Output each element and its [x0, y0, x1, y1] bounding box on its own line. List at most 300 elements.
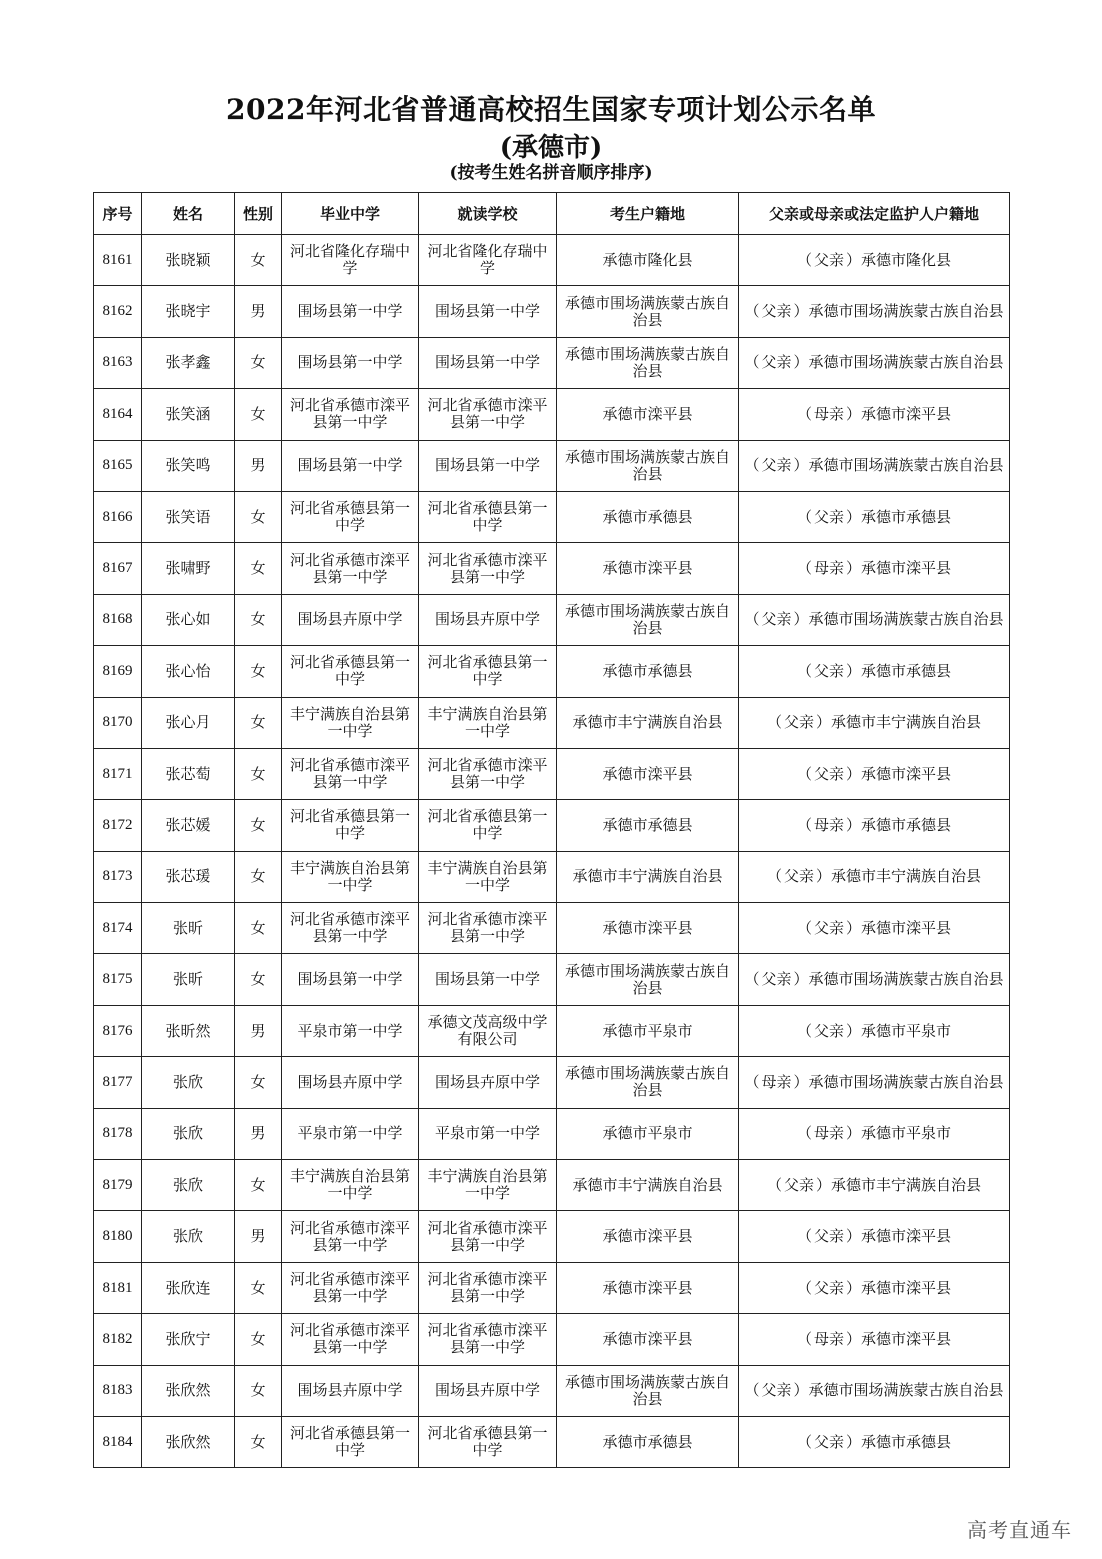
paren-close: ） — [846, 918, 862, 937]
cell-grad-school: 平泉市第一中学 — [282, 1108, 419, 1159]
cell-grad-school: 河北省隆化存瑞中学 — [282, 235, 419, 286]
cell-attend-school: 围场县卉原中学 — [419, 1057, 557, 1108]
cell-grad-school: 围场县第一中学 — [282, 337, 419, 388]
table-row — [94, 851, 1010, 902]
cell-no: 8184 — [94, 1416, 142, 1467]
cell-guardian — [739, 800, 1010, 851]
cell-gender: 女 — [235, 1365, 282, 1416]
cell-gender: 女 — [235, 235, 282, 286]
table-row — [94, 1005, 1010, 1056]
cell-gender: 女 — [235, 800, 282, 851]
guardian-relation: 母亲 — [813, 1124, 844, 1143]
paren-open: （ — [796, 250, 812, 269]
cell-guardian — [739, 1057, 1010, 1108]
cell-guardian — [739, 1365, 1010, 1416]
cell-name: 张欣宁 — [142, 1314, 235, 1365]
guardian-residence: 承德市围场满族蒙古族自治县 — [808, 1072, 1004, 1091]
cell-attend-school: 河北省承德市滦平县第一中学 — [419, 1262, 557, 1313]
cell-guardian — [739, 1108, 1010, 1159]
cell-no: 8166 — [94, 491, 142, 542]
guardian-residence: 承德市围场满族蒙古族自治县 — [808, 970, 1004, 989]
guardian-residence: 承德市丰宁满族自治县 — [831, 867, 982, 886]
cell-residence: 承德市滦平县 — [557, 543, 739, 594]
sort-note: (按考生姓名拼音顺序排序) — [449, 163, 653, 183]
cell-residence: 承德市围场满族蒙古族自治县 — [557, 1365, 739, 1416]
cell-grad-school: 河北省承德市滦平县第一中学 — [282, 389, 419, 440]
cell-no: 8165 — [94, 440, 142, 491]
cell-residence: 承德市围场满族蒙古族自治县 — [557, 594, 739, 645]
cell-grad-school: 围场县第一中学 — [282, 286, 419, 337]
guardian-residence: 承德市滦平县 — [861, 918, 952, 937]
cell-guardian — [739, 697, 1010, 748]
guardian-relation: 父亲 — [813, 1432, 844, 1451]
cell-attend-school: 丰宁满族自治县第一中学 — [419, 697, 557, 748]
header-name: 姓名 — [142, 193, 235, 235]
cell-residence: 承德市围场满族蒙古族自治县 — [557, 337, 739, 388]
cell-grad-school: 丰宁满族自治县第一中学 — [282, 851, 419, 902]
paren-close: ） — [846, 815, 862, 834]
table-row — [94, 697, 1010, 748]
table-row — [94, 903, 1010, 954]
cell-guardian — [739, 337, 1010, 388]
cell-name: 张欣然 — [142, 1416, 235, 1467]
cell-gender: 女 — [235, 1262, 282, 1313]
cell-attend-school: 河北省承德市滦平县第一中学 — [419, 1314, 557, 1365]
cell-gender: 女 — [235, 646, 282, 697]
paren-close: ） — [793, 610, 809, 629]
cell-name: 张晓宇 — [142, 286, 235, 337]
paren-close: ） — [846, 1278, 862, 1297]
paren-close: ） — [793, 1381, 809, 1400]
cell-name: 张芯瑗 — [142, 851, 235, 902]
guardian-relation: 父亲 — [761, 353, 792, 372]
roster-table — [93, 192, 1010, 1468]
cell-grad-school: 河北省承德县第一中学 — [282, 1416, 419, 1467]
paren-open: （ — [796, 918, 812, 937]
guardian-relation: 父亲 — [761, 302, 792, 321]
guardian-residence: 承德市滦平县 — [861, 1329, 952, 1348]
cell-guardian — [739, 1262, 1010, 1313]
cell-grad-school: 河北省承德市滦平县第一中学 — [282, 543, 419, 594]
cell-gender: 女 — [235, 1416, 282, 1467]
paren-close: ） — [846, 1227, 862, 1246]
cell-guardian — [739, 1005, 1010, 1056]
paren-open: （ — [796, 1124, 812, 1143]
table-body — [94, 235, 1010, 1468]
paren-open: （ — [796, 404, 812, 423]
cell-attend-school: 河北省承德市滦平县第一中学 — [419, 903, 557, 954]
guardian-relation: 父亲 — [813, 661, 844, 680]
paren-open: （ — [796, 1432, 812, 1451]
paren-close: ） — [816, 867, 832, 886]
table-row — [94, 748, 1010, 799]
cell-residence: 承德市承德县 — [557, 1416, 739, 1467]
cell-guardian — [739, 1160, 1010, 1211]
guardian-relation: 父亲 — [813, 250, 844, 269]
cell-guardian — [739, 646, 1010, 697]
cell-residence: 承德市围场满族蒙古族自治县 — [557, 954, 739, 1005]
header-row — [94, 193, 1010, 235]
guardian-relation: 母亲 — [813, 1329, 844, 1348]
guardian-relation: 父亲 — [761, 456, 792, 475]
cell-no: 8177 — [94, 1057, 142, 1108]
cell-grad-school: 平泉市第一中学 — [282, 1005, 419, 1056]
paren-close: ） — [846, 559, 862, 578]
table-row — [94, 389, 1010, 440]
table-row — [94, 440, 1010, 491]
cell-residence: 承德市围场满族蒙古族自治县 — [557, 286, 739, 337]
cell-grad-school: 河北省承德市滦平县第一中学 — [282, 1314, 419, 1365]
header-attend-school: 就读学校 — [419, 193, 557, 235]
guardian-residence: 承德市平泉市 — [861, 1124, 952, 1143]
guardian-residence: 承德市平泉市 — [861, 1021, 952, 1040]
guardian-residence: 承德市滦平县 — [861, 1227, 952, 1246]
cell-attend-school: 围场县卉原中学 — [419, 594, 557, 645]
guardian-residence: 承德市围场满族蒙古族自治县 — [808, 353, 1004, 372]
cell-gender: 女 — [235, 748, 282, 799]
cell-guardian — [739, 1211, 1010, 1262]
guardian-residence: 承德市围场满族蒙古族自治县 — [808, 610, 1004, 629]
cell-grad-school: 丰宁满族自治县第一中学 — [282, 1160, 419, 1211]
cell-guardian — [739, 491, 1010, 542]
cell-no: 8163 — [94, 337, 142, 388]
cell-no: 8179 — [94, 1160, 142, 1211]
guardian-relation: 父亲 — [783, 1175, 814, 1194]
cell-attend-school: 河北省承德县第一中学 — [419, 800, 557, 851]
cell-no: 8168 — [94, 594, 142, 645]
cell-gender: 女 — [235, 851, 282, 902]
cell-residence: 承德市丰宁满族自治县 — [557, 1160, 739, 1211]
paren-open: （ — [744, 302, 760, 321]
paren-close: ） — [846, 661, 862, 680]
guardian-relation: 父亲 — [783, 713, 814, 732]
cell-gender: 女 — [235, 389, 282, 440]
paren-open: （ — [766, 867, 782, 886]
cell-gender: 女 — [235, 1057, 282, 1108]
paren-open: （ — [744, 456, 760, 475]
cell-grad-school: 河北省承德市滦平县第一中学 — [282, 748, 419, 799]
paren-close: ） — [846, 1021, 862, 1040]
guardian-relation: 父亲 — [813, 507, 844, 526]
cell-name: 张笑涵 — [142, 389, 235, 440]
cell-gender: 男 — [235, 286, 282, 337]
cell-grad-school: 围场县第一中学 — [282, 440, 419, 491]
table-row — [94, 800, 1010, 851]
cell-residence: 承德市滦平县 — [557, 1211, 739, 1262]
paren-close: ） — [846, 1329, 862, 1348]
cell-grad-school: 围场县第一中学 — [282, 954, 419, 1005]
cell-attend-school: 围场县第一中学 — [419, 440, 557, 491]
cell-attend-school: 河北省承德县第一中学 — [419, 1416, 557, 1467]
paren-close: ） — [846, 507, 862, 526]
table-row — [94, 1314, 1010, 1365]
paren-open: （ — [744, 610, 760, 629]
paren-close: ） — [793, 302, 809, 321]
cell-name: 张孝鑫 — [142, 337, 235, 388]
cell-gender: 女 — [235, 903, 282, 954]
cell-no: 8172 — [94, 800, 142, 851]
cell-guardian — [739, 235, 1010, 286]
table-row — [94, 543, 1010, 594]
header-gender: 性别 — [235, 193, 282, 235]
cell-guardian — [739, 903, 1010, 954]
paren-open: （ — [796, 559, 812, 578]
cell-no: 8182 — [94, 1314, 142, 1365]
cell-grad-school: 河北省承德市滦平县第一中学 — [282, 1262, 419, 1313]
header-guardian-residence: 父亲或母亲或法定监护人户籍地 — [739, 193, 1010, 235]
cell-attend-school: 河北省承德市滦平县第一中学 — [419, 1211, 557, 1262]
document-subtitle: (承德市) — [499, 133, 603, 163]
cell-guardian — [739, 594, 1010, 645]
guardian-relation: 母亲 — [813, 404, 844, 423]
paren-open: （ — [744, 1072, 760, 1091]
guardian-residence: 承德市围场满族蒙古族自治县 — [808, 456, 1004, 475]
guardian-residence: 承德市滦平县 — [861, 404, 952, 423]
cell-name: 张欣然 — [142, 1365, 235, 1416]
table-row — [94, 1365, 1010, 1416]
cell-name: 张芯萄 — [142, 748, 235, 799]
cell-gender: 女 — [235, 1314, 282, 1365]
paren-close: ） — [793, 456, 809, 475]
cell-name: 张欣连 — [142, 1262, 235, 1313]
cell-no: 8161 — [94, 235, 142, 286]
cell-guardian — [739, 286, 1010, 337]
guardian-residence: 承德市承德县 — [861, 507, 952, 526]
cell-residence: 承德市承德县 — [557, 646, 739, 697]
cell-residence: 承德市平泉市 — [557, 1108, 739, 1159]
paren-open: （ — [744, 1381, 760, 1400]
cell-attend-school: 丰宁满族自治县第一中学 — [419, 1160, 557, 1211]
cell-no: 8173 — [94, 851, 142, 902]
cell-gender: 男 — [235, 1005, 282, 1056]
guardian-residence: 承德市围场满族蒙古族自治县 — [808, 302, 1004, 321]
guardian-residence: 承德市围场满族蒙古族自治县 — [808, 1381, 1004, 1400]
cell-attend-school: 河北省承德市滦平县第一中学 — [419, 543, 557, 594]
cell-no: 8167 — [94, 543, 142, 594]
paren-close: ） — [816, 713, 832, 732]
cell-no: 8171 — [94, 748, 142, 799]
cell-no: 8164 — [94, 389, 142, 440]
cell-attend-school: 河北省承德市滦平县第一中学 — [419, 389, 557, 440]
guardian-relation: 父亲 — [761, 1381, 792, 1400]
cell-no: 8162 — [94, 286, 142, 337]
cell-attend-school: 河北省承德县第一中学 — [419, 646, 557, 697]
table-row — [94, 594, 1010, 645]
cell-no: 8183 — [94, 1365, 142, 1416]
guardian-relation: 父亲 — [783, 867, 814, 886]
paren-open: （ — [796, 1021, 812, 1040]
cell-residence: 承德市丰宁满族自治县 — [557, 697, 739, 748]
cell-attend-school: 围场县第一中学 — [419, 337, 557, 388]
cell-residence: 承德市围场满族蒙古族自治县 — [557, 1057, 739, 1108]
paren-open: （ — [744, 353, 760, 372]
table-row — [94, 1211, 1010, 1262]
cell-residence: 承德市承德县 — [557, 800, 739, 851]
table-row — [94, 1262, 1010, 1313]
guardian-residence: 承德市丰宁满族自治县 — [831, 1175, 982, 1194]
table-row — [94, 1057, 1010, 1108]
cell-grad-school: 围场县卉原中学 — [282, 594, 419, 645]
cell-gender: 女 — [235, 697, 282, 748]
guardian-relation: 父亲 — [813, 1278, 844, 1297]
cell-gender: 男 — [235, 440, 282, 491]
cell-name: 张心如 — [142, 594, 235, 645]
paren-open: （ — [796, 1278, 812, 1297]
paren-open: （ — [796, 661, 812, 680]
cell-name: 张欣 — [142, 1160, 235, 1211]
cell-attend-school: 平泉市第一中学 — [419, 1108, 557, 1159]
cell-gender: 男 — [235, 1108, 282, 1159]
cell-guardian — [739, 748, 1010, 799]
guardian-residence: 承德市承德县 — [861, 661, 952, 680]
cell-guardian — [739, 851, 1010, 902]
cell-residence: 承德市承德县 — [557, 491, 739, 542]
cell-grad-school: 丰宁满族自治县第一中学 — [282, 697, 419, 748]
cell-attend-school: 围场县第一中学 — [419, 954, 557, 1005]
cell-grad-school: 河北省承德县第一中学 — [282, 491, 419, 542]
cell-attend-school: 围场县卉原中学 — [419, 1365, 557, 1416]
cell-name: 张心怡 — [142, 646, 235, 697]
cell-gender: 男 — [235, 1211, 282, 1262]
cell-no: 8174 — [94, 903, 142, 954]
cell-name: 张笑语 — [142, 491, 235, 542]
cell-grad-school: 围场县卉原中学 — [282, 1365, 419, 1416]
cell-gender: 女 — [235, 491, 282, 542]
guardian-relation: 母亲 — [761, 1072, 792, 1091]
document-title: 2022年河北省普通高校招生国家专项计划公示名单 — [226, 93, 876, 126]
guardian-relation: 父亲 — [761, 610, 792, 629]
cell-name: 张昕 — [142, 954, 235, 1005]
header-no: 序号 — [94, 193, 142, 235]
cell-name: 张昕然 — [142, 1005, 235, 1056]
cell-gender: 女 — [235, 1160, 282, 1211]
guardian-residence: 承德市滦平县 — [861, 764, 952, 783]
cell-residence: 承德市滦平县 — [557, 903, 739, 954]
table-row — [94, 491, 1010, 542]
watermark: 高考直通车 — [967, 1518, 1072, 1542]
cell-name: 张欣 — [142, 1108, 235, 1159]
guardian-residence: 承德市隆化县 — [861, 250, 952, 269]
cell-no: 8170 — [94, 697, 142, 748]
paren-close: ） — [793, 1072, 809, 1091]
cell-no: 8169 — [94, 646, 142, 697]
header-grad-school: 毕业中学 — [282, 193, 419, 235]
paren-close: ） — [846, 1432, 862, 1451]
cell-guardian — [739, 954, 1010, 1005]
paren-close: ） — [846, 1124, 862, 1143]
cell-grad-school: 河北省承德县第一中学 — [282, 800, 419, 851]
cell-name: 张笑鸣 — [142, 440, 235, 491]
cell-guardian — [739, 1314, 1010, 1365]
table-row — [94, 954, 1010, 1005]
cell-grad-school: 河北省承德市滦平县第一中学 — [282, 1211, 419, 1262]
guardian-residence: 承德市滦平县 — [861, 1278, 952, 1297]
cell-name: 张芯媛 — [142, 800, 235, 851]
cell-attend-school: 河北省承德市滦平县第一中学 — [419, 748, 557, 799]
cell-name: 张晓颖 — [142, 235, 235, 286]
cell-grad-school: 围场县卉原中学 — [282, 1057, 419, 1108]
cell-gender: 女 — [235, 337, 282, 388]
cell-residence: 承德市丰宁满族自治县 — [557, 851, 739, 902]
paren-close: ） — [846, 404, 862, 423]
table-row — [94, 286, 1010, 337]
cell-name: 张昕 — [142, 903, 235, 954]
cell-residence: 承德市滦平县 — [557, 1314, 739, 1365]
table-row — [94, 646, 1010, 697]
paren-open: （ — [796, 815, 812, 834]
cell-gender: 女 — [235, 594, 282, 645]
paren-open: （ — [796, 1227, 812, 1246]
guardian-relation: 父亲 — [813, 764, 844, 783]
paren-open: （ — [744, 970, 760, 989]
cell-no: 8175 — [94, 954, 142, 1005]
cell-name: 张心月 — [142, 697, 235, 748]
guardian-relation: 父亲 — [813, 918, 844, 937]
cell-attend-school: 围场县第一中学 — [419, 286, 557, 337]
paren-open: （ — [796, 507, 812, 526]
guardian-relation: 母亲 — [813, 559, 844, 578]
cell-name: 张啸野 — [142, 543, 235, 594]
cell-residence: 承德市滦平县 — [557, 389, 739, 440]
table-row — [94, 1416, 1010, 1467]
cell-attend-school: 丰宁满族自治县第一中学 — [419, 851, 557, 902]
paren-open: （ — [796, 1329, 812, 1348]
paren-close: ） — [846, 764, 862, 783]
cell-residence: 承德市滦平县 — [557, 748, 739, 799]
header-residence: 考生户籍地 — [557, 193, 739, 235]
cell-no: 8180 — [94, 1211, 142, 1262]
paren-close: ） — [816, 1175, 832, 1194]
guardian-residence: 承德市滦平县 — [861, 559, 952, 578]
cell-no: 8176 — [94, 1005, 142, 1056]
paren-open: （ — [766, 713, 782, 732]
paren-close: ） — [793, 353, 809, 372]
cell-residence: 承德市围场满族蒙古族自治县 — [557, 440, 739, 491]
cell-name: 张欣 — [142, 1057, 235, 1108]
cell-name: 张欣 — [142, 1211, 235, 1262]
cell-guardian — [739, 440, 1010, 491]
guardian-residence: 承德市承德县 — [861, 815, 952, 834]
table-row — [94, 337, 1010, 388]
cell-attend-school: 河北省隆化存瑞中学 — [419, 235, 557, 286]
paren-close: ） — [846, 250, 862, 269]
cell-grad-school: 河北省承德市滦平县第一中学 — [282, 903, 419, 954]
guardian-relation: 母亲 — [813, 815, 844, 834]
cell-no: 8181 — [94, 1262, 142, 1313]
guardian-relation: 父亲 — [761, 970, 792, 989]
paren-close: ） — [793, 970, 809, 989]
table-row — [94, 235, 1010, 286]
cell-attend-school: 承德文茂高级中学有限公司 — [419, 1005, 557, 1056]
guardian-residence: 承德市承德县 — [861, 1432, 952, 1451]
cell-gender: 女 — [235, 543, 282, 594]
paren-open: （ — [796, 764, 812, 783]
paren-open: （ — [766, 1175, 782, 1194]
guardian-relation: 父亲 — [813, 1021, 844, 1040]
cell-gender: 女 — [235, 954, 282, 1005]
cell-attend-school: 河北省承德县第一中学 — [419, 491, 557, 542]
cell-residence: 承德市隆化县 — [557, 235, 739, 286]
cell-residence: 承德市平泉市 — [557, 1005, 739, 1056]
cell-guardian — [739, 1416, 1010, 1467]
table-row — [94, 1160, 1010, 1211]
cell-residence: 承德市滦平县 — [557, 1262, 739, 1313]
guardian-residence: 承德市丰宁满族自治县 — [831, 713, 982, 732]
guardian-relation: 父亲 — [813, 1227, 844, 1246]
cell-grad-school: 河北省承德县第一中学 — [282, 646, 419, 697]
cell-guardian — [739, 543, 1010, 594]
cell-guardian — [739, 389, 1010, 440]
